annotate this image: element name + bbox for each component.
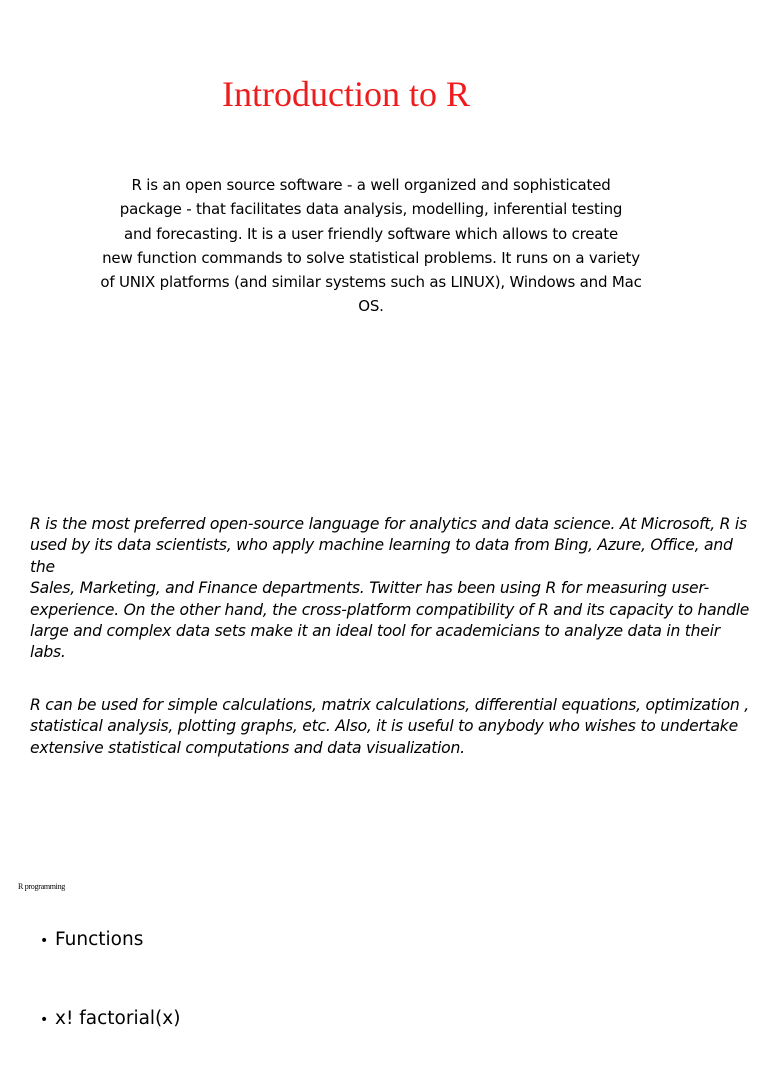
intro-line: of UNIX platforms (and similar systems such as LINUX), Windows and Mac: [100, 273, 642, 292]
intro-line: OS.: [358, 297, 384, 316]
paragraph-line: labs.: [30, 643, 66, 662]
bullet-icon: •: [40, 1012, 49, 1028]
intro-line: R is an open source software - a well organized and sophisticated: [131, 176, 611, 194]
intro-paragraph: [98, 173, 644, 319]
intro-line: package - that facilitates data analysis, modelling, inferential testing: [119, 200, 623, 219]
paragraph-line: extensive statistical computations and data visualization.: [30, 738, 465, 757]
bullet-list: [40, 926, 180, 1084]
list-item-label: Functions: [55, 929, 144, 950]
paragraph-line: R can be used for simple calculations, matrix calculations, differential equations, optimization ,: [30, 696, 749, 714]
list-item: [40, 926, 180, 955]
intro-line: and forecasting. It is a user friendly software which allows to create: [124, 224, 618, 243]
usage-paragraph: [30, 514, 760, 664]
paragraph-line: large and complex data sets make it an ideal tool for academicians to analyze data in their: [30, 622, 720, 641]
bullet-icon: •: [40, 933, 49, 949]
list-item: [40, 1005, 180, 1034]
paragraph-line: experience. On the other hand, the cross-platform compatibility of R and its capacity to handle: [30, 600, 750, 619]
capabilities-paragraph: [30, 695, 760, 759]
page-title: Introduction to R: [222, 74, 470, 114]
intro-line: new function commands to solve statistical problems. It runs on a variety: [102, 248, 640, 267]
paragraph-line: used by its data scientists, who apply machine learning to data from Bing, Azure, Office, and the: [30, 536, 733, 576]
paragraph-line: statistical analysis, plotting graphs, etc. Also, it is useful to anybody who wishes to undertake: [30, 717, 738, 736]
paragraph-line: Sales, Marketing, and Finance departments. Twitter has been using R for measuring user-: [30, 579, 710, 598]
paragraph-line: R is the most preferred open-source language for analytics and data science. At Microsoft, R is: [30, 515, 747, 533]
list-item-label: x! factorial(x): [55, 1008, 181, 1029]
section-label: R programming: [18, 882, 65, 891]
